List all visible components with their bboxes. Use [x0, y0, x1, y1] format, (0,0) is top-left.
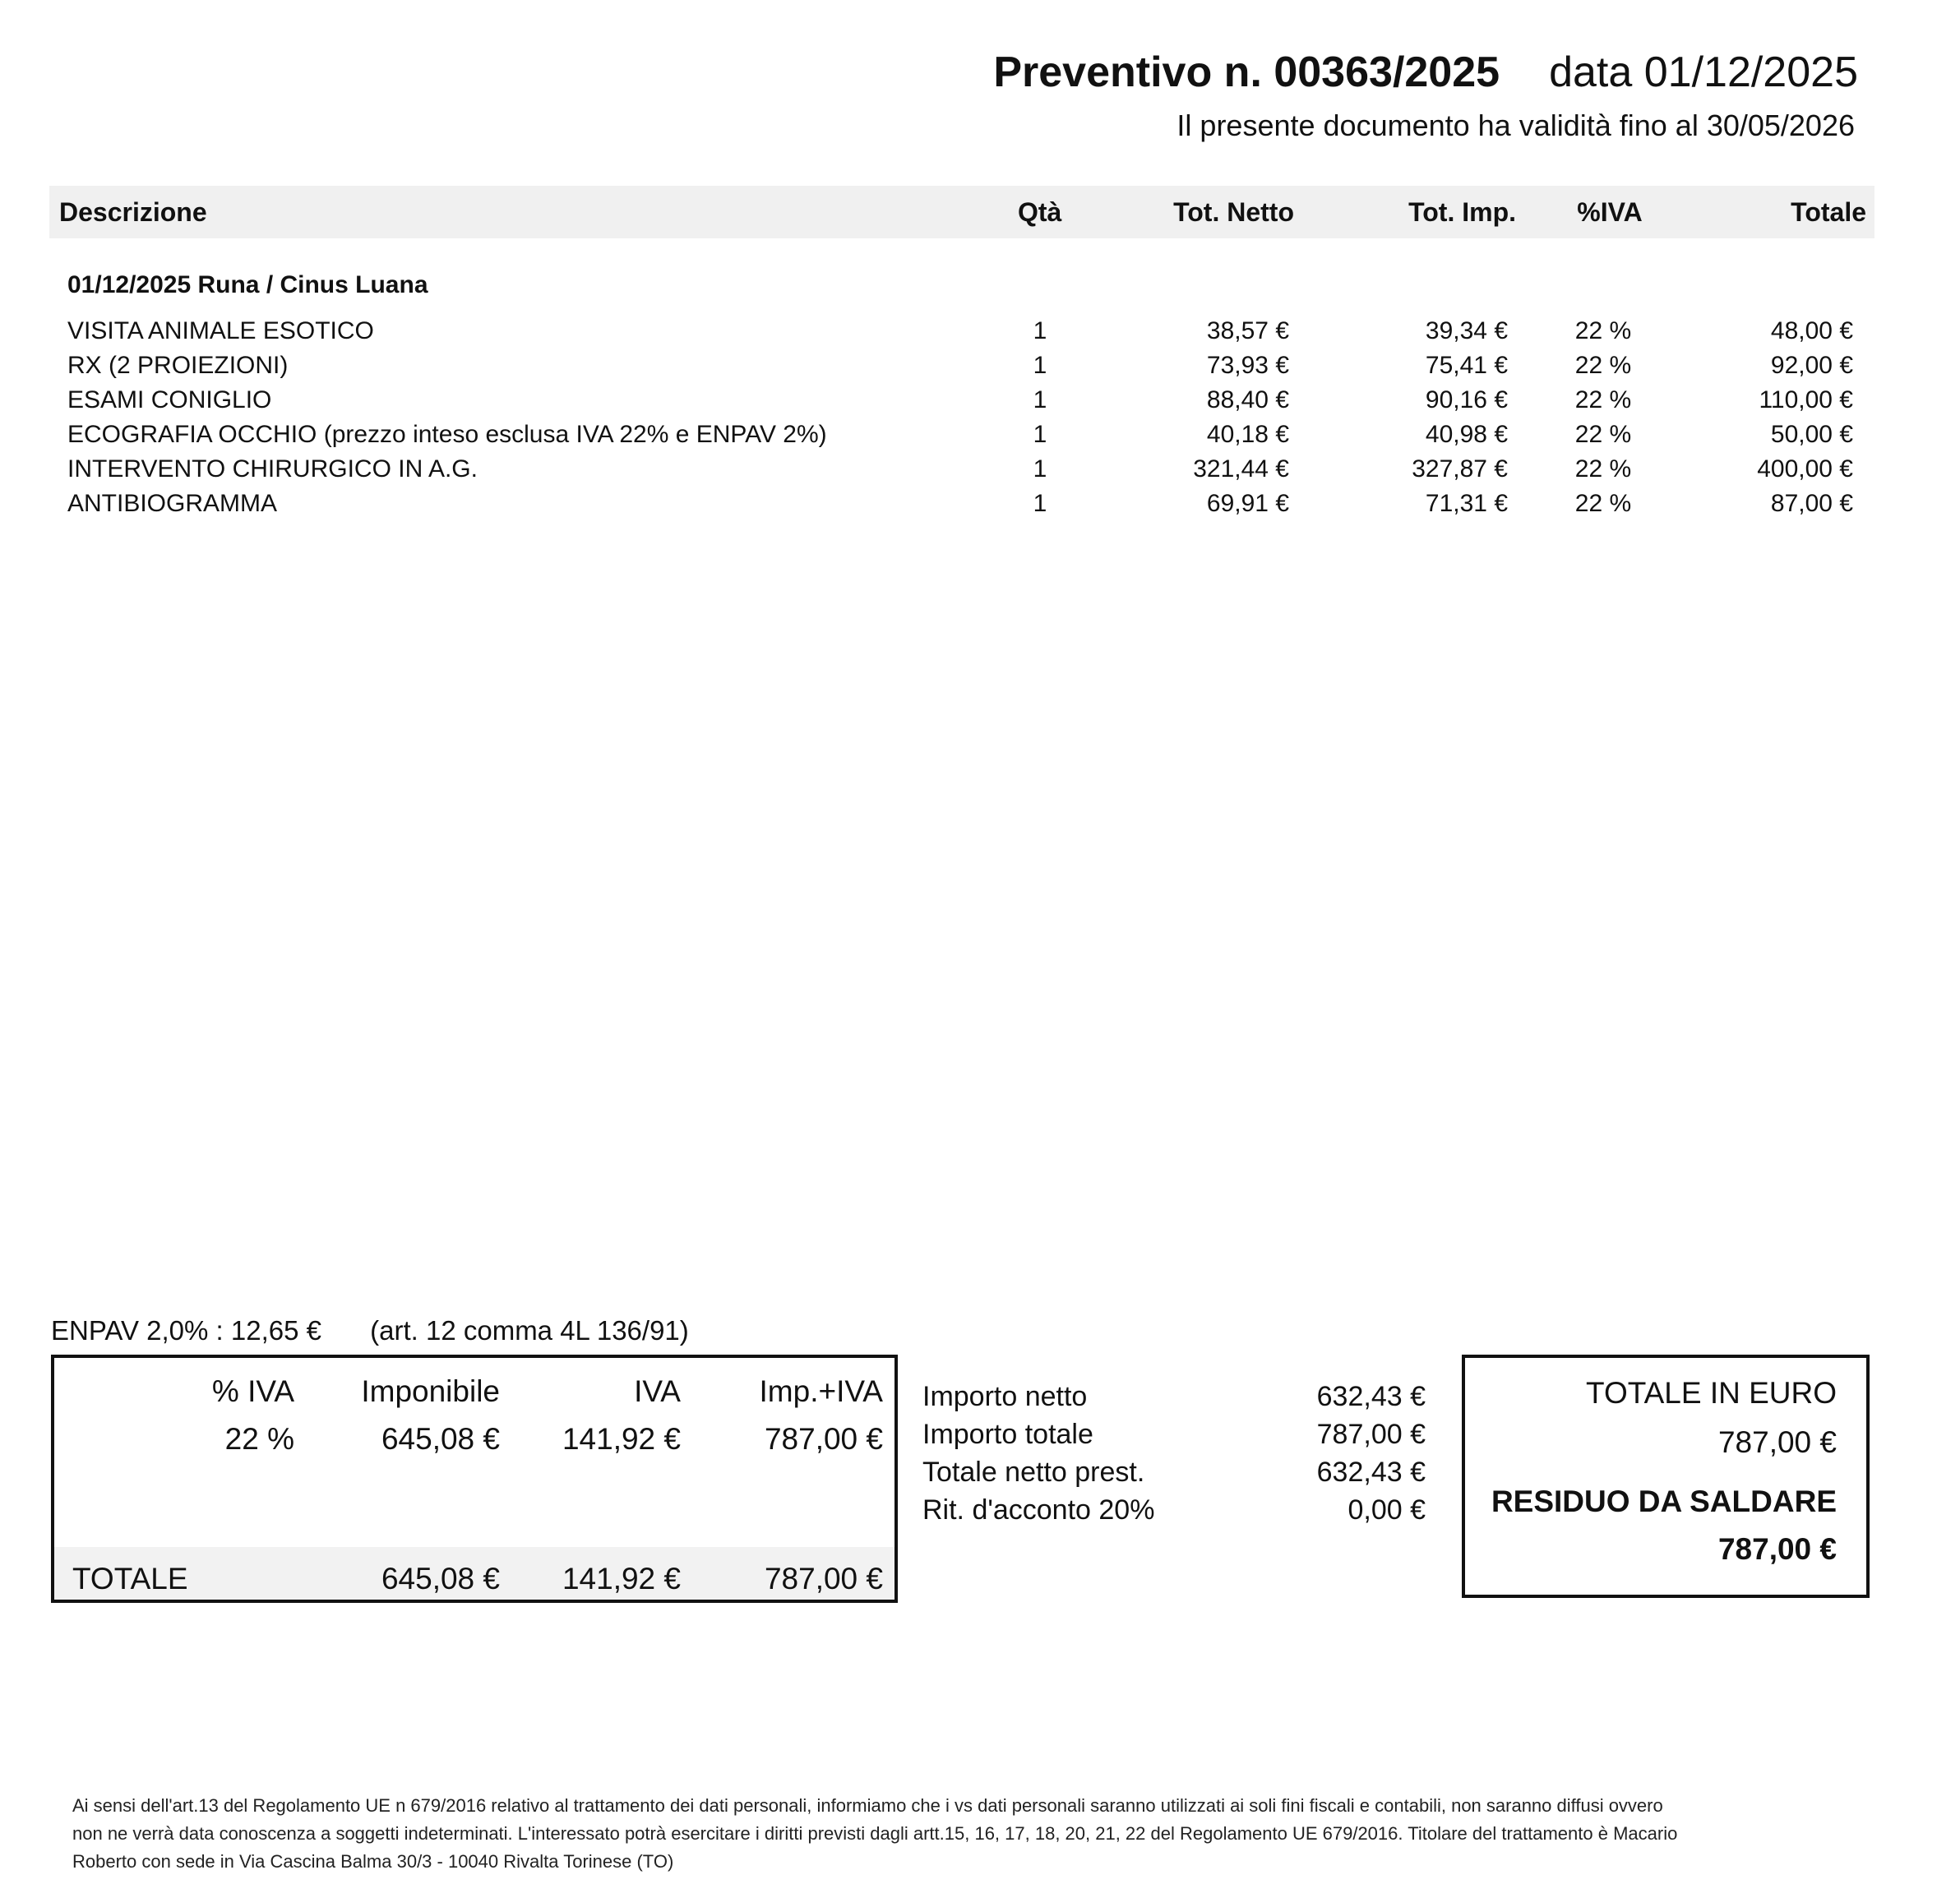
row-description: VISITA ANIMALE ESOTICO	[67, 317, 374, 344]
table-row	[0, 454, 1960, 488]
col-description: Descrizione	[59, 197, 207, 227]
row-qty: 1	[1033, 317, 1047, 344]
row-taxable: 327,87 €	[1412, 455, 1508, 483]
col-taxable: Tot. Imp.	[1408, 197, 1516, 227]
vat-header-vat: IVA	[634, 1374, 681, 1408]
summary-label: Importo totale	[922, 1419, 1093, 1450]
col-net: Tot. Netto	[1173, 197, 1294, 227]
row-vat-pct: 22 %	[1574, 317, 1632, 344]
row-vat-pct: 22 %	[1574, 455, 1632, 483]
validity-note: Il presente documento ha validità fino al 30/05/2026	[1176, 109, 1855, 142]
row-net: 40,18 €	[1206, 421, 1289, 448]
items-table-body	[0, 316, 1960, 523]
row-taxable: 71,31 €	[1425, 490, 1508, 517]
summary-row	[922, 1381, 1426, 1419]
row-description: INTERVENTO CHIRURGICO IN A.G.	[67, 455, 478, 483]
document-title	[921, 48, 1858, 105]
row-taxable: 90,16 €	[1425, 386, 1508, 413]
summary-label: Importo netto	[922, 1381, 1088, 1412]
quote-number: Preventivo n. 00363/2025	[993, 48, 1500, 96]
vat-row-vat: 141,92 €	[562, 1422, 681, 1456]
row-taxable: 75,41 €	[1425, 352, 1508, 379]
row-qty: 1	[1033, 455, 1047, 483]
row-net: 73,93 €	[1206, 352, 1289, 379]
table-row	[0, 488, 1960, 523]
residual-value: 787,00 €	[1717, 1532, 1837, 1566]
row-total: 110,00 €	[1759, 386, 1853, 413]
row-vat-pct: 22 %	[1574, 352, 1632, 379]
row-vat-pct: 22 %	[1574, 421, 1632, 448]
patient-group-label: 01/12/2025 Runa / Cinus Luana	[67, 271, 428, 298]
row-total: 87,00 €	[1770, 490, 1853, 517]
privacy-notice: Ai sensi dell'art.13 del Regolamento UE n 679/2016 relativo al trattamento dei dati personali, informiamo che i vs dati personali saranno utilizzati ai soli fini fiscali e contabili, non saranno diffusi ovvero non ne verrà data conoscenza a soggetti indeterminati. L'interessato potrà esercitare i diritti previsti dagli artt.15, 16, 17, 18, 20, 21, 22 del Regolamento UE 679/2016. Titolare del trattamento è Macario Roberto con sede in Via Cascina Balma 30/3 - 10040 Rivalta Torinese (TO)	[72, 1795, 1678, 1872]
row-qty: 1	[1033, 490, 1047, 517]
row-total: 92,00 €	[1770, 352, 1853, 379]
grand-total-box	[1462, 1355, 1870, 1598]
row-description: ANTIBIOGRAMMA	[67, 490, 278, 517]
vat-header-taxable: Imponibile	[361, 1374, 500, 1408]
row-description: ESAMI CONIGLIO	[67, 386, 272, 413]
vat-row-pct: 22 %	[224, 1422, 294, 1456]
total-euro-label: TOTALE IN EURO	[1586, 1376, 1837, 1410]
row-qty: 1	[1033, 386, 1047, 413]
row-vat-pct: 22 %	[1574, 386, 1632, 413]
summary-label: Totale netto prest.	[922, 1457, 1145, 1488]
row-vat-pct: 22 %	[1574, 490, 1632, 517]
enpav-note	[51, 1315, 689, 1346]
table-row	[0, 350, 1960, 385]
table-row	[0, 385, 1960, 419]
summary-row	[922, 1419, 1426, 1457]
summary-row	[922, 1494, 1426, 1532]
row-description: RX (2 PROIEZIONI)	[67, 352, 289, 379]
vat-total-vat: 141,92 €	[562, 1562, 681, 1595]
row-total: 48,00 €	[1770, 317, 1853, 344]
vat-header-pct: % IVA	[211, 1374, 294, 1408]
vat-header-total: Imp.+IVA	[759, 1374, 883, 1408]
row-net: 88,40 €	[1206, 386, 1289, 413]
amounts-summary	[922, 1381, 1426, 1532]
total-euro-value: 787,00 €	[1717, 1425, 1837, 1459]
vat-total-taxable: 645,08 €	[381, 1562, 500, 1595]
row-net: 69,91 €	[1206, 490, 1289, 517]
items-table-header	[49, 186, 1874, 238]
row-total: 50,00 €	[1770, 421, 1853, 448]
row-taxable: 40,98 €	[1425, 421, 1508, 448]
residual-label: RESIDUO DA SALDARE	[1491, 1485, 1837, 1518]
vat-total-label: TOTALE	[72, 1562, 188, 1595]
enpav-amount: ENPAV 2,0% : 12,65 €	[51, 1315, 321, 1346]
summary-value: 787,00 €	[1316, 1419, 1426, 1450]
summary-row	[922, 1457, 1426, 1494]
row-description: ECOGRAFIA OCCHIO (prezzo inteso esclusa IVA 22% e ENPAV 2%)	[67, 421, 827, 448]
vat-summary-box	[51, 1355, 898, 1603]
summary-value: 0,00 €	[1348, 1494, 1426, 1526]
vat-row-taxable: 645,08 €	[381, 1422, 500, 1456]
vat-total-total: 787,00 €	[764, 1562, 883, 1595]
vat-row-total: 787,00 €	[764, 1422, 883, 1456]
quote-date: data 01/12/2025	[1549, 48, 1858, 96]
summary-value: 632,43 €	[1316, 1457, 1426, 1488]
table-row	[0, 316, 1960, 350]
summary-label: Rit. d'acconto 20%	[922, 1494, 1155, 1526]
table-row	[0, 419, 1960, 454]
row-taxable: 39,34 €	[1425, 317, 1508, 344]
row-net: 38,57 €	[1206, 317, 1289, 344]
col-total: Totale	[1791, 197, 1866, 227]
row-qty: 1	[1033, 421, 1047, 448]
col-vat-pct: %IVA	[1577, 197, 1643, 227]
col-qty: Qtà	[1018, 197, 1062, 227]
summary-value: 632,43 €	[1316, 1381, 1426, 1412]
row-net: 321,44 €	[1193, 455, 1289, 483]
row-total: 400,00 €	[1757, 455, 1853, 483]
enpav-reference: (art. 12 comma 4L 136/91)	[370, 1315, 689, 1346]
row-qty: 1	[1033, 352, 1047, 379]
